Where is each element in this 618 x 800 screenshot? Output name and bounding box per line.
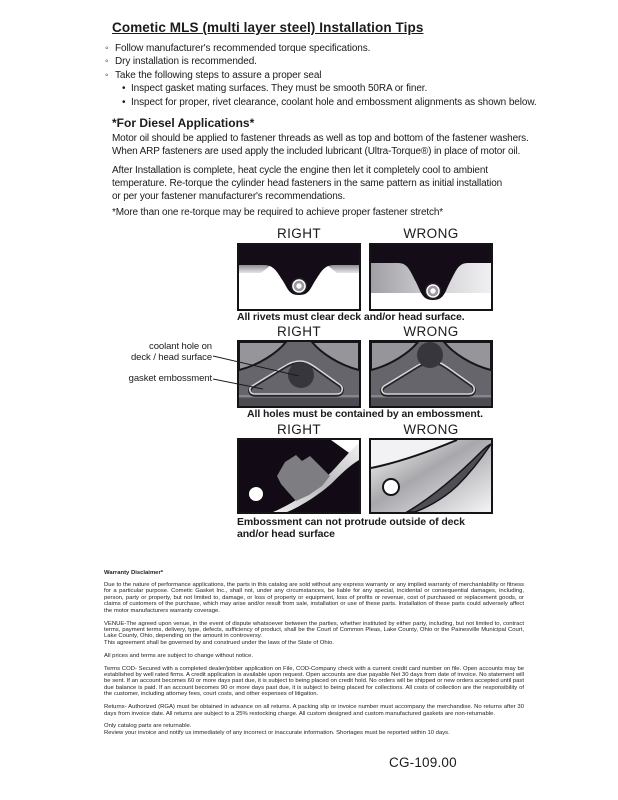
warranty-heading: Warranty Disclaimer* (104, 570, 164, 576)
wrong-label: WRONG (403, 422, 459, 437)
tip-text: Follow manufacturer's recommended torque specifications. (115, 43, 371, 54)
warranty-paragraph-disclaimer: Due to the nature of performance applications, the parts in this catalog are sold without any express warranty or any implied warranty of merchantability or fitness for a particular purpose. Cometic Gasket Inc., shall not, under any circumstances, be liable for any special, incidental or consequential damages, including, person, party or property, but not limited to, damage, or loss of property or equipment, loss of profits or revenue, cost of purchased or replacement goods, or claims of customers of the purchase, which may arise and/or result from sale, installation or use of these parts. Installation of these parts could adversely affect the motor manufacturers warranty coverage. (104, 582, 524, 614)
paragraph-line: or per your fastener manufacturer's recommendations. (112, 190, 346, 202)
invoice-review-text: Review your invoice and notify us immediately of any incorrect or inaccurate information. Shortages must be reported within 10 days. (104, 729, 450, 736)
tip-text: Dry installation is recommended. (115, 56, 257, 68)
annotation-line: coolant hole on (149, 341, 212, 352)
paragraph-line: When ARP fasteners are used apply the included lubricant (Ultra-Torque®) in place of motor oil. (112, 145, 521, 157)
diagram-holes-wrong (369, 340, 493, 408)
diagram-holes-right (237, 340, 361, 408)
rivet-wrong-illustration (371, 245, 491, 309)
diesel-paragraph-1 (112, 133, 529, 159)
diesel-applications-heading: *For Diesel Applications* (112, 116, 255, 130)
rivet-right-illustration (239, 245, 359, 309)
catalog-returnable-text: Only catalog parts are returnable. (104, 723, 192, 730)
list-item (122, 96, 537, 109)
holes-wrong-illustration (371, 342, 491, 406)
bullet-circle-icon: ◦ (105, 69, 109, 81)
annotation-line: deck / head surface (130, 351, 212, 363)
rivet-caption: All rivets must clear deck and/or head surface. (237, 311, 465, 323)
diagram-rivet-wrong (369, 243, 493, 311)
list-item (105, 69, 537, 82)
right-label: RIGHT (277, 324, 321, 339)
embossment-caption (237, 517, 465, 541)
page-title: Cometic MLS (multi layer steel) Installation Tips (112, 20, 424, 35)
holes-right-illustration (239, 342, 359, 406)
venue-text: VENUE-The agreed upon venue, in the event of dispute whatsoever between the parties, whether instituted by either party, including, but not limited to, contract terms, payment terms, delivery, type, defects, sufficiency of product, shall be the Court of Common Pleas, Lake County, Ohio or the Painesville Municipal Court, Lake County, Ohio, depending on the amount in controversy. (104, 620, 524, 640)
caption-line: and/or head surface (237, 527, 335, 540)
list-item (105, 42, 537, 55)
diesel-paragraph-2 (112, 165, 502, 204)
warranty-paragraph-terms: Terms COD- Secured with a completed dealer/jobber application on File, COD-Company check with a current credit card number on file. Open accounts may be established by well rated firms. A credit application is available upon request. Open accounts are due payable Net 30 days from date of invoice. No statement will be sent. If an account becomes 60 or more days past due, it is subject to being placed on credit hold. No orders will be shipped or new orders accepted until past due balance is paid. If an account becomes 90 or more days past due, it is subject to being placed for collections. All costs of collection are the responsibility of the customer, including attorney fees, court costs, and other expenses of litigation. (104, 665, 524, 698)
warranty-paragraph-returns: Returns- Authorized (RGA) must be obtained in advance on all returns. A packing slip or invoice number must accompany the merchandise. No returns after 30 days from invoice date. All returns are subject to a 25% restocking charge. All custom designed and custom manufactured gaskets are non-returnable. (104, 704, 524, 717)
warranty-disclaimer-block (104, 570, 524, 743)
right-label: RIGHT (277, 422, 321, 437)
warranty-paragraph-venue (104, 621, 524, 647)
diagram-rivet-right (237, 243, 361, 311)
bullet-dot-icon: • (122, 96, 126, 108)
gasket-embossment-annotation: gasket embossment (128, 373, 212, 384)
wrong-label: WRONG (403, 324, 459, 339)
embossment-wrong-illustration (371, 440, 491, 512)
list-item (122, 82, 537, 95)
diagram-embossment-right (237, 438, 361, 514)
bullet-circle-icon: ◦ (105, 43, 109, 54)
page-number: CG-109.00 (389, 755, 457, 770)
tip-text: Inspect gasket mating surfaces. They must be smooth 50RA or finer. (131, 83, 428, 95)
right-label: RIGHT (277, 226, 321, 241)
bullet-dot-icon: • (122, 83, 126, 95)
embossment-right-illustration (239, 440, 359, 512)
list-item (105, 55, 537, 68)
paragraph-line: After Installation is complete, heat cycle the engine then let it completely cool to ambient (112, 165, 488, 176)
warranty-paragraph-prices: All prices and terms are subject to change without notice. (104, 652, 253, 659)
tip-text: Take the following steps to assure a proper seal (115, 69, 322, 81)
caption-line: Embossment can not protrude outside of deck (237, 516, 465, 528)
governing-law-text: This agreement shall be governed by and construed under the laws of the State of Ohio. (104, 639, 334, 646)
coolant-hole-annotation (116, 342, 212, 363)
tip-text: Inspect for proper, rivet clearance, coolant hole and embossment alignments as shown below. (131, 96, 537, 108)
wrong-label: WRONG (403, 226, 459, 241)
bullet-circle-icon: ◦ (105, 56, 109, 68)
retorque-note: *More than one re-torque may be required to achieve proper fastener stretch* (112, 207, 444, 218)
paragraph-line: temperature. Re-torque the cylinder head fasteners in the same pattern as initial installation (112, 177, 503, 189)
installation-tips-list (105, 42, 537, 109)
paragraph-line: Motor oil should be applied to fastener threads as well as top and bottom of the fastener washers. (112, 133, 529, 144)
holes-caption: All holes must be contained by an embossment. (247, 408, 483, 420)
warranty-paragraph-catalog (104, 723, 524, 736)
diagram-embossment-wrong (369, 438, 493, 514)
